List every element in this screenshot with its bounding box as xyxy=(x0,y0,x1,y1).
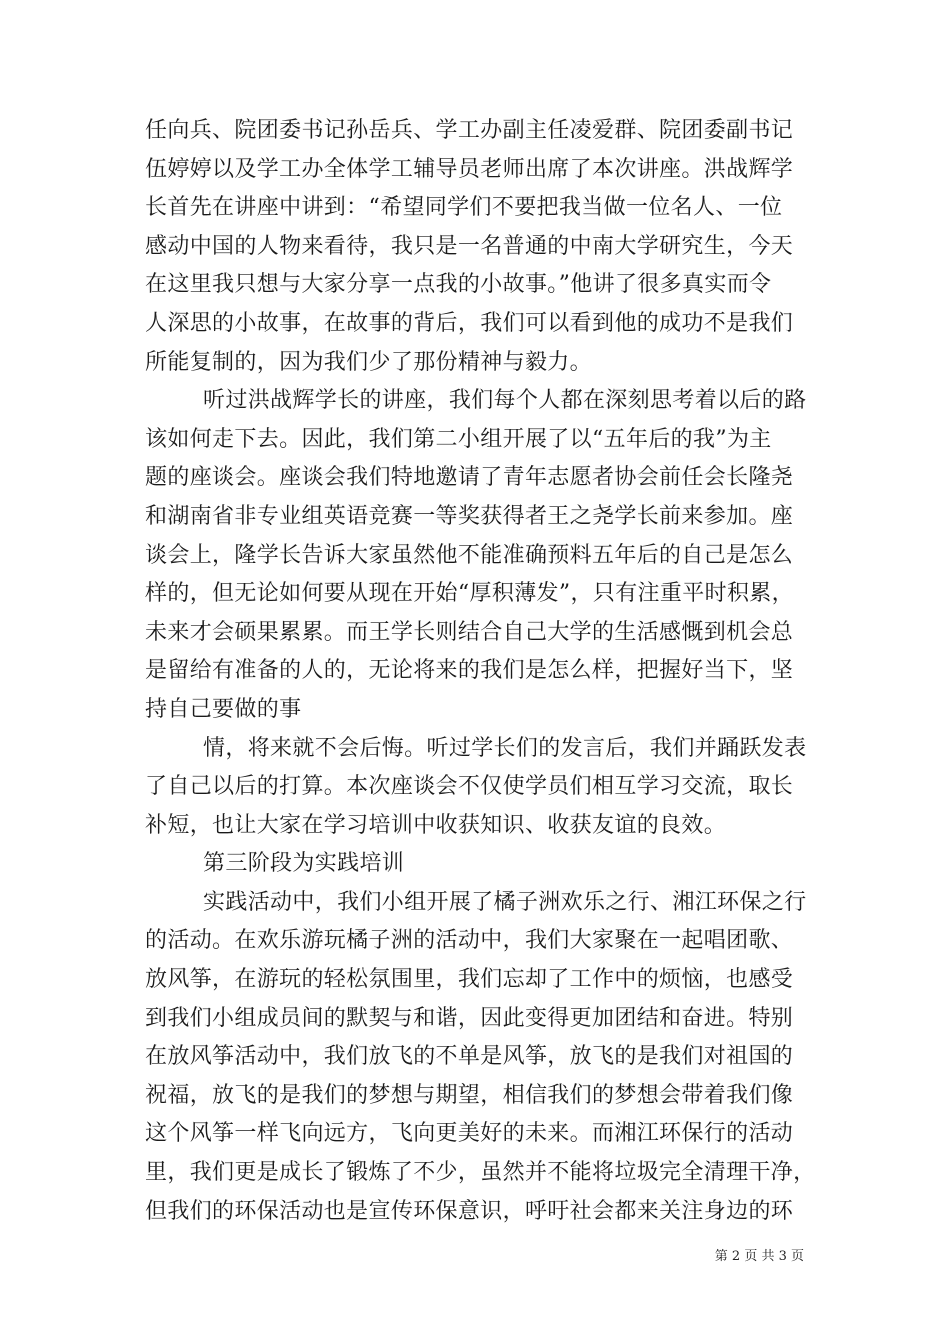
text-line: 在放风筝活动中，我们放飞的不单是风筝，放飞的是我们对祖国的 xyxy=(145,1044,794,1070)
paragraph-start-line: 情，将来就不会后悔。听过学长们的发言后，我们并踊跃发表 xyxy=(203,735,807,761)
text-line: 但我们的环保活动也是宣传环保意识，呼吁社会都来关注身边的环 xyxy=(145,1198,794,1224)
text-line: 未来才会硕果累累。而王学长则结合自己大学的生活感慨到机会总 xyxy=(145,619,794,645)
paragraph-start-line: 听过洪战辉学长的讲座，我们每个人都在深刻思考着以后的路 xyxy=(203,388,807,414)
text-line: 了自己以后的打算。本次座谈会不仅使学员们相互学习交流，取长 xyxy=(145,774,794,800)
text-line: 持自己要做的事 xyxy=(145,696,302,722)
text-line: 样的，但无论如何要从现在开始“厚积薄发”，只有注重平时积累， xyxy=(145,581,794,607)
text-line: 的活动。在欢乐游玩橘子洲的活动中，我们大家聚在一起唱团歌、 xyxy=(145,928,794,954)
text-line: 感动中国的人物来看待，我只是一名普通的中南大学研究生，今天 xyxy=(145,233,794,259)
text-line: 放风筝，在游玩的轻松氛围里，我们忘却了工作中的烦恼，也感受 xyxy=(145,967,794,993)
page-number-footer: 第 2 页 共 3 页 xyxy=(714,1249,804,1264)
text-line: 人深思的小故事，在故事的背后，我们可以看到他的成功不是我们 xyxy=(145,310,794,336)
text-line: 祝福，放飞的是我们的梦想与期望，相信我们的梦想会带着我们像 xyxy=(145,1082,794,1108)
paragraph-start-line: 实践活动中，我们小组开展了橘子洲欢乐之行、湘江环保之行 xyxy=(203,889,807,915)
text-line: 这个风筝一样飞向远方，飞向更美好的未来。而湘江环保行的活动 xyxy=(145,1121,794,1147)
text-line: 谈会上，隆学长告诉大家虽然他不能准确预料五年后的自己是怎么 xyxy=(145,542,794,568)
text-line: 和湖南省非专业组英语竞赛一等奖获得者王之尧学长前来参加。座 xyxy=(145,503,794,529)
text-line: 补短，也让大家在学习培训中收获知识、收获友谊的良效。 xyxy=(145,812,727,838)
text-line: 伍婷婷以及学工办全体学工辅导员老师出席了本次讲座。洪战辉学 xyxy=(145,156,794,182)
text-line: 在这里我只想与大家分享一点我的小故事。”他讲了很多真实而令 xyxy=(145,272,772,298)
text-line: 题的座谈会。座谈会我们特地邀请了青年志愿者协会前任会长隆尧 xyxy=(145,465,794,491)
text-line: 所能复制的，因为我们少了那份精神与毅力。 xyxy=(145,349,593,375)
section-heading: 第三阶段为实践培训 xyxy=(203,851,405,877)
text-line: 是留给有准备的人的，无论将来的我们是怎么样，把握好当下，坚 xyxy=(145,658,794,684)
text-line: 里，我们更是成长了锻炼了不少，虽然并不能将垃圾完全清理干净， xyxy=(145,1160,816,1186)
text-line: 长首先在讲座中讲到：“希望同学们不要把我当做一位名人、一位 xyxy=(145,195,783,221)
text-line: 到我们小组成员间的默契与和谐，因此变得更加团结和奋进。特别 xyxy=(145,1005,794,1031)
text-line: 任向兵、院团委书记孙岳兵、学工办副主任凌爱群、院团委副书记 xyxy=(145,118,794,143)
text-line: 该如何走下去。因此，我们第二小组开展了以“五年后的我”为主 xyxy=(145,426,772,452)
body-text xyxy=(145,112,816,1231)
